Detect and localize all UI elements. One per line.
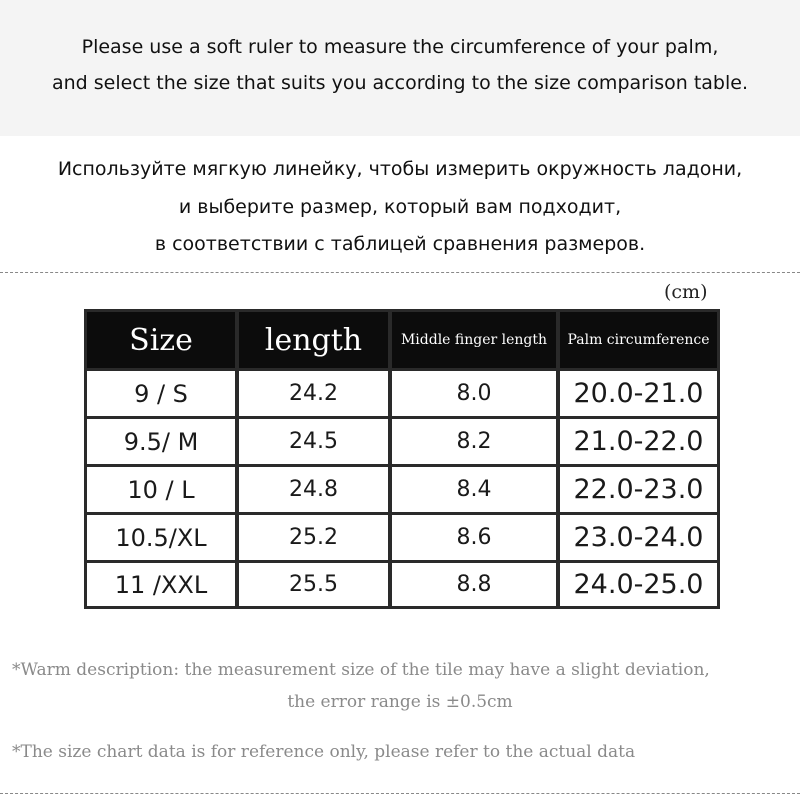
english-instruction-band <box>0 0 800 136</box>
cell-size: 10 / L <box>87 467 235 512</box>
russian-instruction-line-2: и выберите размер, который вам подходит, <box>178 196 622 218</box>
cell-length: 24.8 <box>239 467 388 512</box>
cell-middle-finger-length: 8.4 <box>392 467 556 512</box>
cell-middle-finger-length: 8.6 <box>392 515 556 560</box>
dashed-divider-bottom <box>0 793 800 794</box>
russian-instruction-line-3: в соответствии с таблицей сравнения размеров. <box>154 233 646 255</box>
cell-size: 10.5/XL <box>87 515 235 560</box>
cell-size: 9 / S <box>87 371 235 416</box>
cell-palm-circumference: 23.0-24.0 <box>560 515 717 560</box>
english-instruction-line-2: and select the size that suits you according to the size comparison table. <box>51 72 749 94</box>
cell-length: 25.5 <box>239 563 388 606</box>
dashed-divider-top <box>0 272 800 273</box>
cell-middle-finger-length: 8.0 <box>392 371 556 416</box>
cell-palm-circumference: 22.0-23.0 <box>560 467 717 512</box>
cell-length: 24.5 <box>239 419 388 464</box>
cell-length: 24.2 <box>239 371 388 416</box>
reference-note: *The size chart data is for reference only, please refer to the actual data <box>12 742 636 762</box>
header-palm-circumference: Palm circumference <box>560 312 717 368</box>
warm-description-line-2: the error range is ±0.5cm <box>287 692 513 712</box>
size-chart-table <box>84 309 720 609</box>
cell-size: 9.5/ M <box>87 419 235 464</box>
cell-palm-circumference: 20.0-21.0 <box>560 371 717 416</box>
cell-middle-finger-length: 8.2 <box>392 419 556 464</box>
english-instruction-line-1: Please use a soft ruler to measure the circumference of your palm, <box>81 36 719 58</box>
header-middle-finger-length: Middle finger length <box>392 312 556 368</box>
russian-instruction-line-1: Используйте мягкую линейку, чтобы измерить окружность ладони, <box>57 158 743 180</box>
warm-description-line-1: *Warm description: the measurement size of the tile may have a slight deviation, <box>12 660 710 680</box>
cell-length: 25.2 <box>239 515 388 560</box>
cell-size: 11 /XXL <box>87 563 235 606</box>
cell-palm-circumference: 24.0-25.0 <box>560 563 717 606</box>
cell-palm-circumference: 21.0-22.0 <box>560 419 717 464</box>
header-size: Size <box>87 312 235 368</box>
unit-label: (cm) <box>664 281 708 303</box>
cell-middle-finger-length: 8.8 <box>392 563 556 606</box>
header-length: length <box>239 312 388 368</box>
